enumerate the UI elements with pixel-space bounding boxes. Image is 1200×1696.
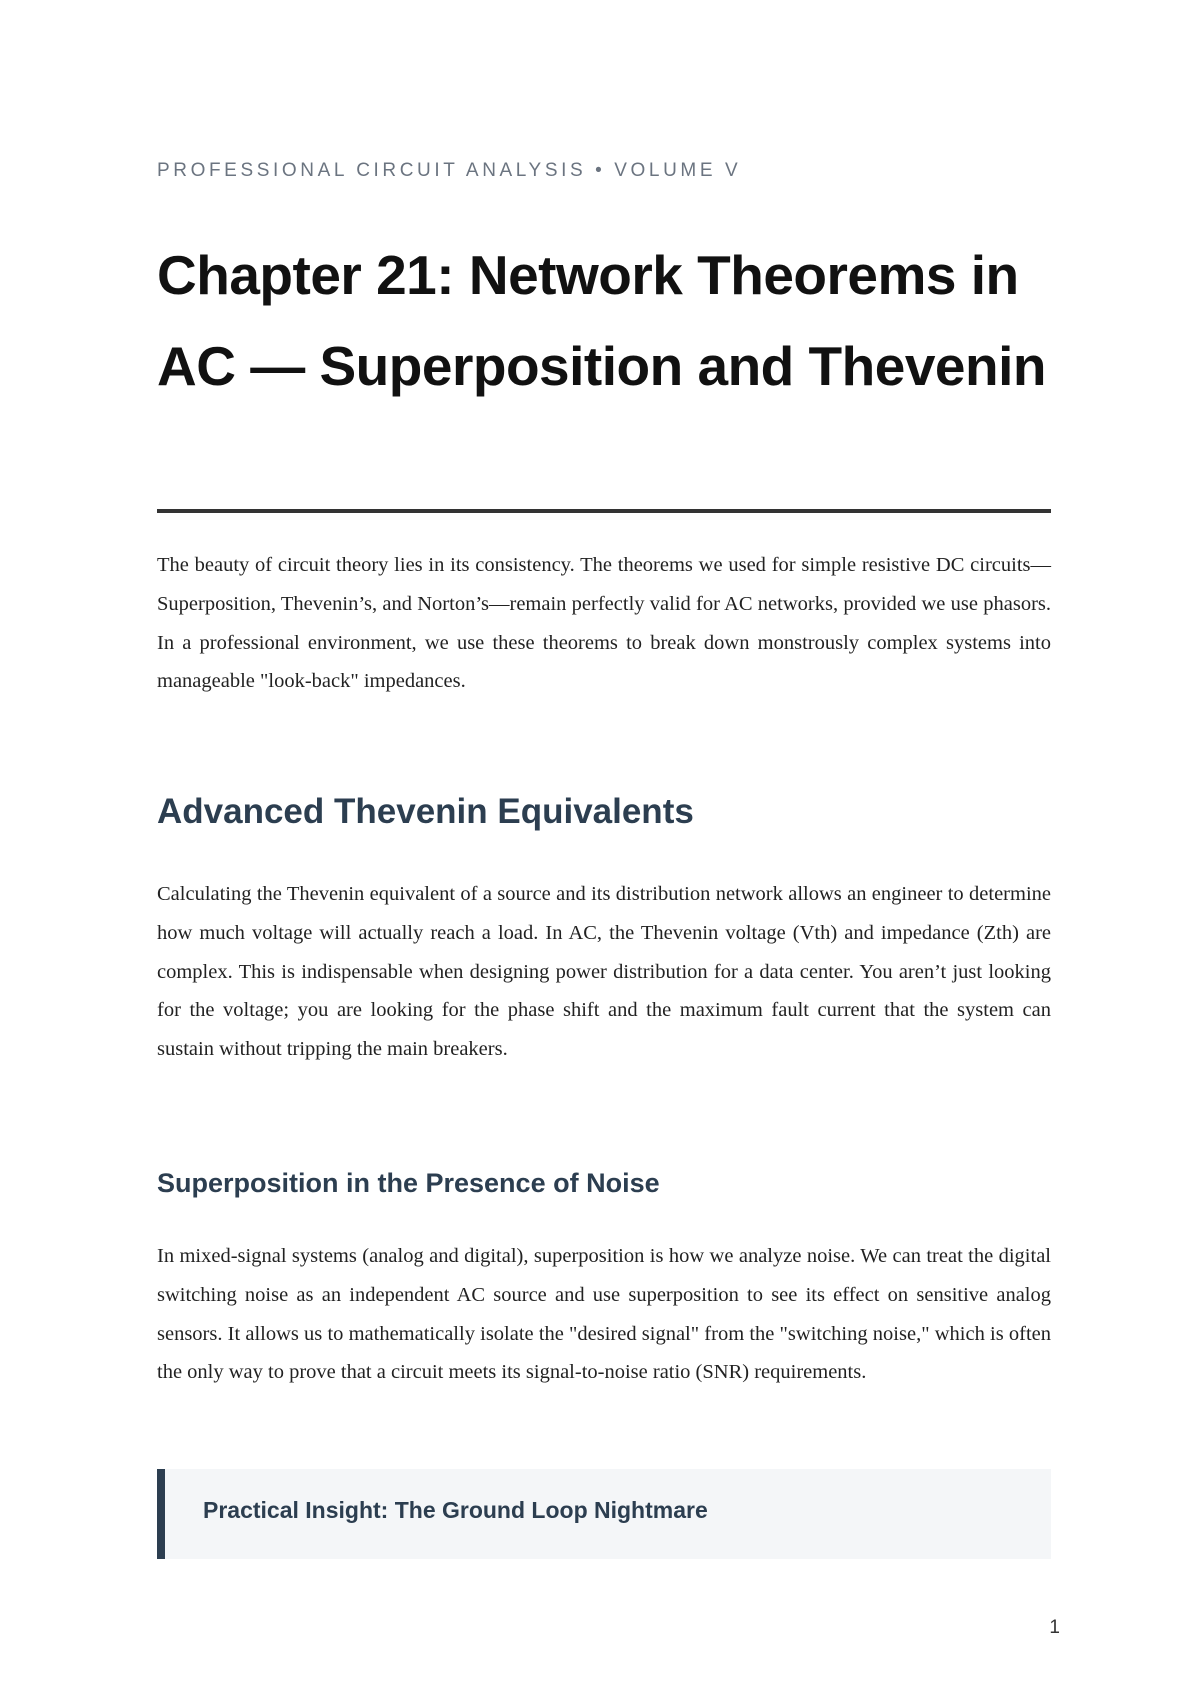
superposition-paragraph: In mixed-signal systems (analog and digital), superposition is how we analyze noise. We can treat the digital switching noise as an independent AC source and use superposition to see its effect on sensitive analog sensors. It allows us to mathematically isolate the "desired signal" from the "switching noise," which is often the only way to prove that a circuit meets its signal-to-noise ratio (SNR) requirements. <box>157 1245 1051 1384</box>
practical-insight-callout <box>157 1469 1051 1559</box>
page-number: 1 <box>1049 1617 1060 1638</box>
intro-paragraph: The beauty of circuit theory lies in its consistency. The theorems we used for simple resistive DC circuits—Superposition, Thevenin’s, and Norton’s—remain perfectly valid for AC networks, provided we use phasors. In a professional environment, we use these theorems to break down monstrously complex systems into manageable "look-back" impedances. <box>157 554 1051 693</box>
thevenin-paragraph: Calculating the Thevenin equivalent of a source and its distribution network allows an engineer to determine how much voltage will actually reach a load. In AC, the Thevenin voltage (Vth) and impedance (Zth) are complex. This is indispensable when designing power distribution for a data center. You aren’t just looking for the voltage; you are looking for the phase shift and the maximum fault current that the system can sustain without tripping the main breakers. <box>157 883 1051 1061</box>
chapter-title: Chapter 21: Network Theorems in AC — Superposition and Thevenin <box>157 244 1046 397</box>
series-label: PROFESSIONAL CIRCUIT ANALYSIS • VOLUME V <box>157 160 742 181</box>
title-divider <box>157 509 1051 513</box>
section-heading-advanced-thevenin: Advanced Thevenin Equivalents <box>157 792 694 831</box>
callout-title: Practical Insight: The Ground Loop Nightmare <box>203 1497 708 1523</box>
subsection-heading-superposition-noise: Superposition in the Presence of Noise <box>157 1168 660 1198</box>
